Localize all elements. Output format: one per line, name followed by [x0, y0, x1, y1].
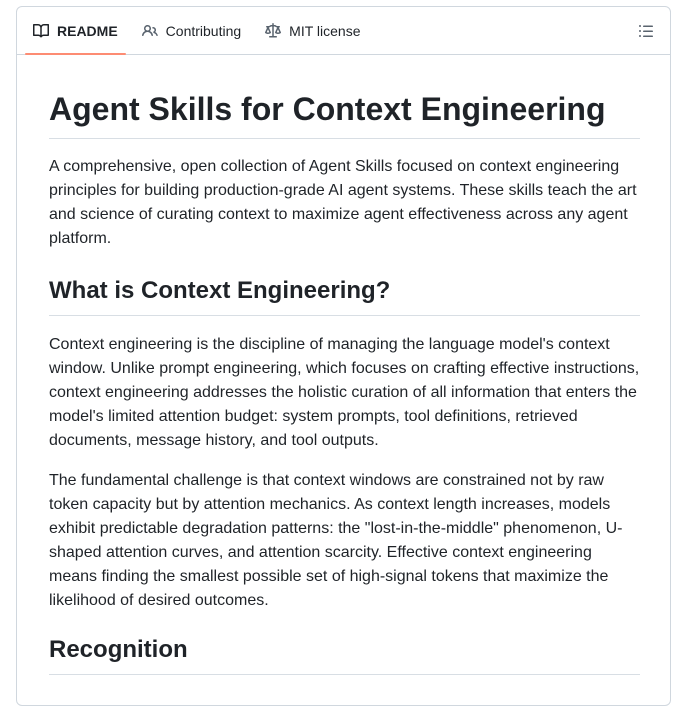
section-paragraph: The fundamental challenge is that context windows are constrained not by raw token capacity but by attention mechanics. As context length increases, models exhibit predictable degradation patterns: the "lost-in-the-middle" phenomenon, U-shaped attention curves, and attention scarcity. Effective context engineering means finding the smallest possible set of high-signal tokens that maximize the likelihood of desired outcomes. — [49, 472, 623, 609]
intro-paragraph: A comprehensive, open collection of Agent Skills focused on context engineering principles for building production-grade AI agent systems. These skills teach the art and science of curating context to maximize agent effectiveness across any agent platform. — [49, 158, 637, 247]
list-unordered-icon — [638, 23, 654, 39]
tab-mit-license[interactable] — [257, 7, 368, 54]
tab-readme[interactable] — [25, 7, 126, 54]
section-heading-what-is-context-engineering: What is Context Engineering? — [49, 276, 640, 316]
book-icon — [33, 23, 49, 39]
section-heading-recognition: Recognition — [49, 635, 640, 675]
people-icon — [142, 23, 158, 39]
readme-card — [16, 6, 671, 706]
readme-title: Agent Skills for Context Engineering — [49, 89, 640, 139]
tab-readme-label: README — [57, 22, 118, 39]
tab-contributing[interactable] — [134, 7, 250, 54]
section-paragraph: Context engineering is the discipline of managing the language model's context window. Unlike prompt engineering, which focuses on crafting effective instructions, context engineering addresses the holistic curation of all information that enters the model's limited attention budget: system prompts, tool definitions, retrieved documents, message history, and tool outputs. — [49, 336, 640, 449]
tab-contributing-label: Contributing — [165, 22, 242, 39]
tab-mit-license-label: MIT license — [289, 22, 361, 39]
readme-content — [49, 55, 640, 675]
outline-button[interactable] — [636, 21, 656, 41]
law-icon — [265, 23, 281, 39]
readme-tab-bar — [17, 7, 670, 55]
